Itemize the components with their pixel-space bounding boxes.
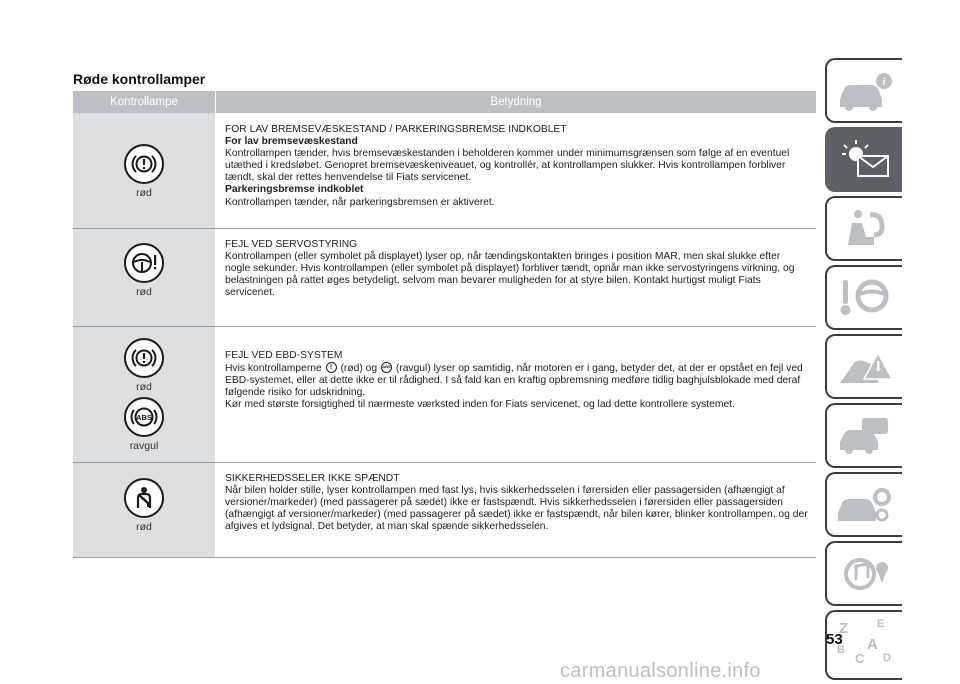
lamp-color-label: rød — [136, 521, 152, 533]
row-subheading: For lav bremsevæskestand — [225, 136, 358, 148]
row-heading: SIKKERHEDSSELER IKKE SPÆNDT — [225, 473, 400, 484]
tab-technical-data[interactable] — [825, 472, 902, 537]
row-text: Kontrollampen tænder, når parkeringsbremsen er aktiveret. — [225, 196, 495, 208]
row-subheading: Parkeringsbremse indkoblet — [225, 184, 364, 196]
row-text: Kontrollampen (eller symbolet på displayet) lyser op, når tændingskontakten bringes i position MAR, men skal slukke efter nogle sekunder. Hvis kontrollampen (eller symbolet på displayet) forbliver tændt, opnår man ikke servostyringens virkning, og belastningen på rattet øges betydeligt, selvom man bevarer muligheden for at styre bilen. Kontakt hurtigst muligt Fiats servicenet. — [225, 251, 795, 299]
steering-fault-icon — [124, 243, 164, 283]
header-kontrollampe: Kontrollampe — [110, 96, 178, 108]
car-emergency-icon — [834, 412, 896, 460]
steering-wheel-key-icon — [834, 274, 896, 322]
road-warning-icon — [834, 343, 896, 391]
index-letter: E — [876, 618, 884, 630]
row-text: Kør med største forsigtighed til nærmeste værksted inden for Fiats servicenet, og lad dette kontrollere systemet. — [225, 399, 735, 411]
car-info-icon — [834, 67, 896, 115]
chapter-tabs — [825, 58, 902, 684]
page-title: Røde kontrollamper — [73, 71, 206, 87]
table-row — [73, 229, 816, 327]
watermark: carmanualsonline.info — [560, 660, 761, 682]
index-letter: A — [866, 636, 878, 653]
index-letter: D — [882, 652, 891, 664]
lamp-color-label: rød — [136, 286, 152, 298]
abs-icon — [124, 397, 164, 437]
exclamation-circle-icon — [124, 144, 164, 184]
seat-airbag-icon — [834, 205, 896, 253]
lamp-color-label: rød — [136, 187, 152, 199]
row-heading: FEJL VED EBD-SYSTEM — [225, 350, 343, 361]
svg-text:ABS: ABS — [136, 413, 152, 422]
row-heading: FEJL VED SERVOSTYRING — [225, 239, 358, 250]
tab-safety[interactable] — [825, 196, 902, 261]
exclamation-circle-icon — [124, 338, 164, 378]
exclamation-circle-icon: ! — [326, 362, 337, 373]
tab-multimedia[interactable] — [825, 541, 902, 606]
abs-icon: ABS — [381, 362, 392, 373]
tab-warning-lights[interactable] — [825, 127, 902, 192]
tab-car-info[interactable] — [825, 58, 902, 123]
car-service-icon — [834, 481, 896, 529]
page-number: 53 — [826, 631, 843, 648]
index-letter: Z — [838, 620, 848, 637]
row-text: Når bilen holder stille, lyser kontrollampen med fast lys, hvis sikkerhedsselen i førersiden eller passagersiden (afhængigt af versioner/markeder) (med passagerer på sædet) ikke er fastspændt. Hvis sikkerhedsselen i førersiden eller passagersiden (afhængigt af versioner/markeder) (med passagerer på sædet) ikke er fastspændt, når bilen kører, blinker kontrollampen, og der afgives et lydsignal. Det betyder, at man skal spænde sikkerhedsselen. — [225, 485, 808, 533]
media-navigation-icon — [834, 550, 896, 598]
row-heading: FOR LAV BREMSEVÆSKESTAND / PARKERINGSBREMSE INDKOBLET — [225, 124, 567, 135]
row-text: Hvis kontrollamperne ! (rød) og ABS (ravgul) lyser op samtidig, når motoren er i gang, betyder det, at der er opstået en fejl ved EBD-systemet, eller at dette ikke er til rådighed. I så fald kan en kraftig opbremsning medføre tidlig baghjulsblokade med deraf følgende risiko for udskridning. — [225, 363, 803, 399]
row-text: Kontrollampen tænder, hvis bremsevæskestanden i beholderen kommer under minimumsgrænsen som følge af en eventuel utæthed i kredsløbet. Genopret bremsevæskeniveauet, og kontrollér, at kontrollampen slukker. Hvis kontrollampen forbliver tændt, skal der rettes henvendelse til Fiats servicenet. — [225, 148, 790, 184]
svg-text:i: i — [881, 75, 886, 88]
lamp-color-label: rød — [136, 381, 152, 393]
lamp-color-label: ravgul — [129, 440, 159, 452]
warning-lights-icon — [834, 136, 896, 184]
table-row — [73, 327, 816, 463]
table-row — [73, 463, 816, 558]
seatbelt-icon — [124, 478, 164, 518]
table-header — [73, 91, 816, 113]
tab-emergency[interactable] — [825, 334, 902, 399]
warning-lights-table — [73, 91, 816, 558]
tab-starting-driving[interactable] — [825, 265, 902, 330]
tab-maintenance[interactable] — [825, 403, 902, 468]
index-letter: B — [836, 644, 845, 656]
index-letter: C — [854, 651, 864, 666]
table-row — [73, 113, 816, 229]
header-betydning: Betydning — [215, 91, 816, 113]
